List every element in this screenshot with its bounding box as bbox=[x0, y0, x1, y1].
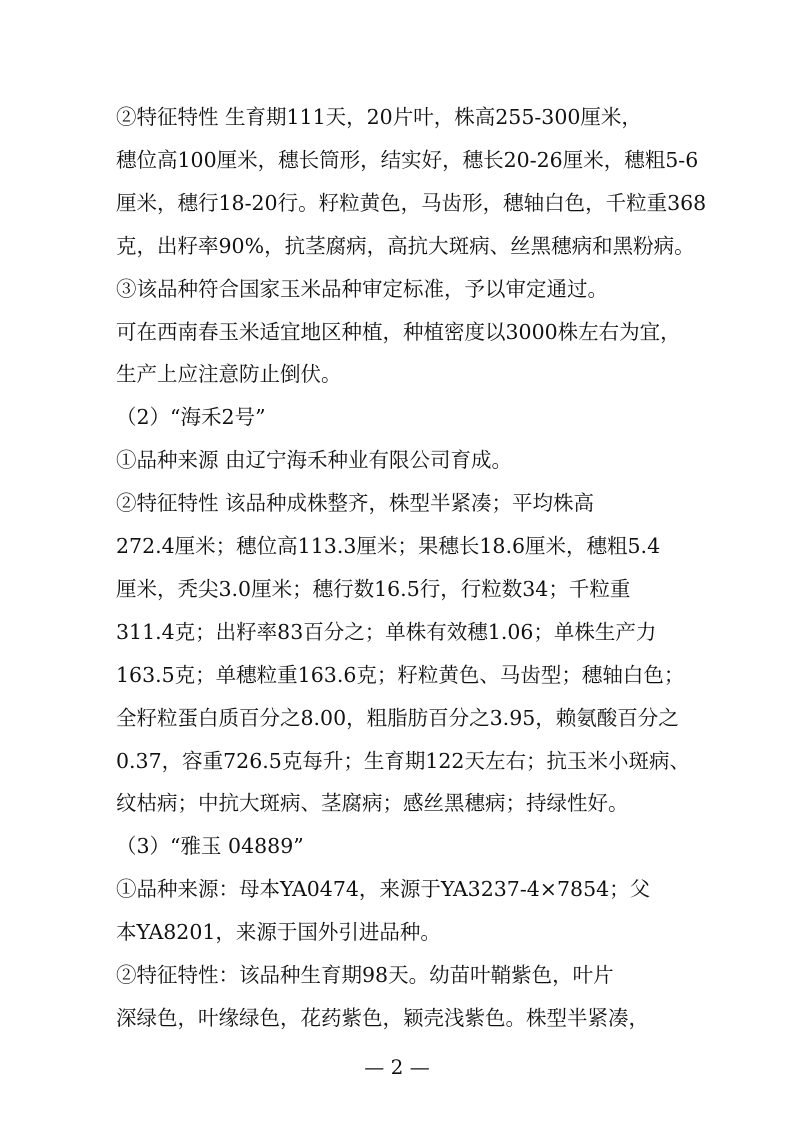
text-line-13: 311.4克；出籽率83百分之；单株有效穗1.06；单株生产力 bbox=[116, 619, 657, 644]
text-line-10: ②特征特性 该品种成株整齐，株型半紧凑；平均株高 bbox=[116, 491, 595, 516]
section-heading-2: （2）“海禾2号” bbox=[116, 405, 266, 430]
text-line-15: 全籽粒蛋白质百分之8.00，粗脂肪百分之3.95，赖氨酸百分之 bbox=[116, 705, 679, 730]
text-line-14: 163.5克；单穗粒重163.6克；籽粒黄色、马齿型；穗轴白色； bbox=[116, 662, 685, 687]
text-line-12: 厘米，秃尖3.0厘米；穗行数16.5行，行粒数34；千粒重 bbox=[116, 576, 631, 601]
text-line-7: 生产上应注意防止倒伏。 bbox=[116, 362, 342, 387]
text-line-17: 纹枯病；中抗大斑病、茎腐病；感丝黑穗病；持绿性好。 bbox=[116, 791, 629, 816]
text-line-4: 克，出籽率90%，抗茎腐病，高抗大斑病、丝黑穗病和黑粉病。 bbox=[116, 233, 695, 258]
text-line-9: ①品种来源 由辽宁海禾种业有限公司育成。 bbox=[116, 448, 513, 473]
text-line-2: 穗位高100厘米，穗长筒形，结实好，穗长20-26厘米，穗粗5-6 bbox=[116, 147, 699, 172]
section-heading-3: （3）“雅玉 04889” bbox=[116, 834, 304, 859]
text-line-16: 0.37，容重726.5克每升；生育期122天左右；抗玉米小斑病、 bbox=[116, 748, 690, 773]
page-number: — 2 — bbox=[364, 1054, 430, 1079]
text-line-20: 本YA8201，来源于国外引进品种。 bbox=[116, 920, 441, 945]
text-line-6: 可在西南春玉米适宜地区种植，种植密度以3000株左右为宜， bbox=[116, 319, 681, 344]
text-line-1: ②特征特性 生育期111天，20片叶，株高255-300厘米， bbox=[116, 105, 642, 129]
text-line-11: 272.4厘米；穗位高113.3厘米；果穗长18.6厘米，穗粗5.4 bbox=[116, 534, 661, 558]
text-line-21: ②特征特性：该品种生育期98天。幼苗叶鞘紫色，叶片 bbox=[116, 963, 614, 987]
text-line-3: 厘米，穗行18-20行。籽粒黄色，马齿形，穗轴白色，千粒重368 bbox=[116, 190, 707, 215]
text-line-19: ①品种来源：母本YA0474，来源于YA3237-4×7854；父 bbox=[116, 877, 651, 902]
text-line-5: ③该品种符合国家玉米品种审定标准，予以审定通过。 bbox=[116, 276, 608, 301]
text-line-22: 深绿色，叶缘绿色，花药紫色，颖壳浅紫色。株型半紧凑， bbox=[116, 1005, 649, 1030]
